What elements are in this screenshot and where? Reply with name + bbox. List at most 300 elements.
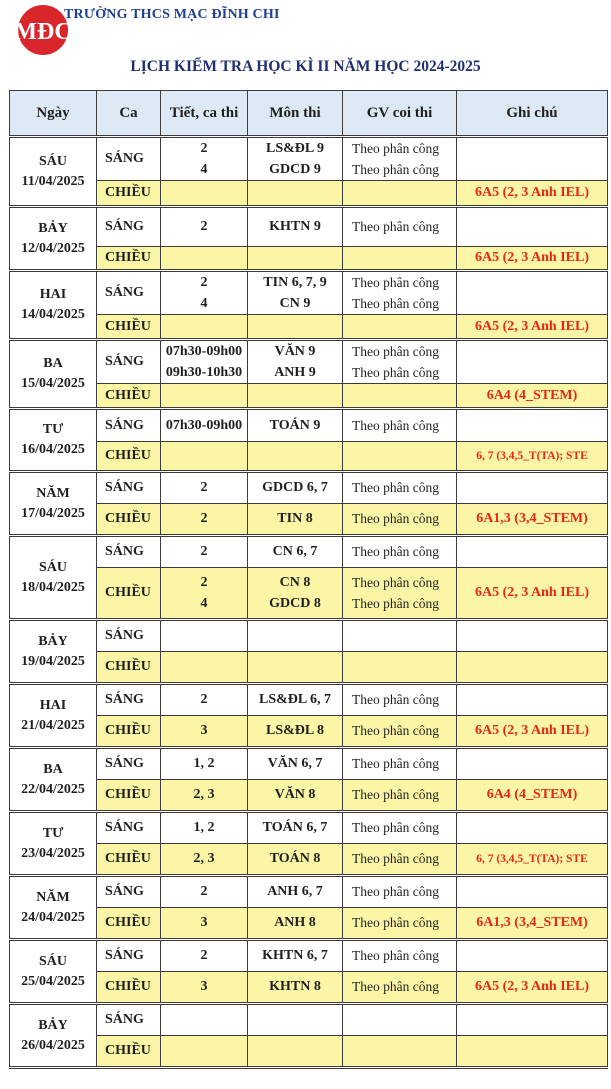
period-cell xyxy=(161,271,248,315)
session-label xyxy=(97,247,161,271)
session-label xyxy=(97,716,161,748)
proctor-cell xyxy=(343,1004,457,1036)
proctor-cell-line: Theo phân công xyxy=(352,692,439,707)
subject-cell-line: TIN 8 xyxy=(277,511,313,526)
day-weekday: SÁU xyxy=(38,559,67,575)
subject-cell xyxy=(248,716,343,748)
subject-cell-line: GDCD 6, 7 xyxy=(262,480,328,495)
period-cell xyxy=(161,340,248,384)
header-proctor: GV coi thi xyxy=(343,91,457,137)
proctor-cell-line: Theo phân công xyxy=(352,417,439,433)
note-cell xyxy=(457,247,608,271)
schedule-body xyxy=(10,137,608,1068)
note-cell xyxy=(457,271,608,315)
day-cell xyxy=(10,536,97,620)
note-cell-line: 6A5 (2, 3 Anh IEL) xyxy=(475,585,589,600)
subject-cell xyxy=(248,442,343,472)
period-cell xyxy=(161,504,248,536)
session-label xyxy=(97,844,161,876)
proctor-cell xyxy=(343,908,457,940)
session-label-line: SÁNG xyxy=(105,628,144,643)
subject-cell-line: KHTN 8 xyxy=(269,979,321,994)
session-label-line: SÁNG xyxy=(105,417,144,433)
session-label-line: CHIỀU xyxy=(105,979,151,994)
day-cell xyxy=(10,409,97,472)
proctor-cell xyxy=(343,940,457,972)
session-label xyxy=(97,748,161,780)
note-cell xyxy=(457,384,608,409)
session-label xyxy=(97,271,161,315)
proctor-cell-line: Theo phân công xyxy=(352,275,439,290)
proctor-cell-line: Theo phân công xyxy=(352,219,439,234)
period-cell-line: 4 xyxy=(200,162,208,177)
session-label xyxy=(97,315,161,340)
header-subject: Môn thi xyxy=(248,91,343,137)
day-cell xyxy=(10,876,97,940)
proctor-cell xyxy=(343,181,457,207)
subject-cell-line: LS&ĐL 6, 7 xyxy=(259,692,331,707)
day-cell xyxy=(10,271,97,340)
proctor-cell xyxy=(343,844,457,876)
proctor-cell xyxy=(343,536,457,568)
session-label xyxy=(97,207,161,247)
subject-cell xyxy=(248,315,343,340)
note-cell xyxy=(457,972,608,1004)
day-date: 25/04/2025 xyxy=(21,973,85,989)
proctor-cell xyxy=(343,1036,457,1068)
note-cell xyxy=(457,908,608,940)
session-label xyxy=(97,1036,161,1068)
proctor-cell xyxy=(343,472,457,504)
session-label-line: SÁNG xyxy=(105,544,144,559)
note-cell xyxy=(457,844,608,876)
subject-cell-line: GDCD 9 xyxy=(269,162,321,177)
day-weekday: NĂM xyxy=(36,889,70,905)
session-label-line: CHIỀU xyxy=(105,387,151,403)
proctor-cell xyxy=(343,247,457,271)
day-cell xyxy=(10,207,97,271)
note-cell xyxy=(457,504,608,536)
session-label-line: CHIỀU xyxy=(105,851,151,866)
note-cell xyxy=(457,940,608,972)
proctor-cell xyxy=(343,409,457,442)
period-cell xyxy=(161,1004,248,1036)
session-label xyxy=(97,340,161,384)
subject-cell-line: TIN 6, 7, 9 xyxy=(263,275,327,290)
subject-cell xyxy=(248,207,343,247)
note-cell xyxy=(457,340,608,384)
subject-cell-line: ANH 8 xyxy=(274,915,316,930)
proctor-cell-line: Theo phân công xyxy=(352,915,439,930)
exam-schedule-table xyxy=(9,90,608,1069)
period-cell xyxy=(161,1036,248,1068)
note-cell-line: 6, 7 (3,4,5_T(TA); STE xyxy=(476,450,588,462)
session-label xyxy=(97,940,161,972)
table-row xyxy=(10,908,608,940)
session-label-line: SÁNG xyxy=(105,354,144,369)
session-label-line: SÁNG xyxy=(105,820,144,835)
day-date: 15/04/2025 xyxy=(21,376,85,391)
subject-cell xyxy=(248,1036,343,1068)
day-weekday: TƯ xyxy=(42,825,64,841)
subject-cell xyxy=(248,137,343,181)
table-row xyxy=(10,780,608,812)
note-cell xyxy=(457,536,608,568)
session-label xyxy=(97,137,161,181)
period-cell xyxy=(161,684,248,716)
day-date: 21/04/2025 xyxy=(21,717,85,733)
table-row xyxy=(10,844,608,876)
table-row xyxy=(10,620,608,652)
session-label-line: CHIỀU xyxy=(105,787,151,802)
period-cell xyxy=(161,137,248,181)
table-row xyxy=(10,812,608,844)
note-cell xyxy=(457,1004,608,1036)
day-cell xyxy=(10,812,97,876)
proctor-cell xyxy=(343,271,457,315)
proctor-cell-line: Theo phân công xyxy=(352,948,439,963)
day-date: 26/04/2025 xyxy=(21,1037,85,1053)
note-cell xyxy=(457,181,608,207)
day-date: 19/04/2025 xyxy=(21,653,85,669)
session-label xyxy=(97,812,161,844)
day-date: 23/04/2025 xyxy=(21,845,85,861)
day-weekday: SÁU xyxy=(38,953,67,969)
period-cell-line: 3 xyxy=(200,915,208,930)
subject-cell-line: TOÁN 6, 7 xyxy=(262,820,328,835)
subject-cell-line: KHTN 9 xyxy=(269,219,321,234)
session-label xyxy=(97,780,161,812)
session-label xyxy=(97,876,161,908)
period-cell xyxy=(161,748,248,780)
session-label-line: CHIỀU xyxy=(105,915,151,930)
session-label-line: CHIỀU xyxy=(105,1043,151,1058)
period-cell-line: 2 xyxy=(200,544,208,559)
proctor-cell xyxy=(343,442,457,472)
day-cell xyxy=(10,684,97,748)
period-cell xyxy=(161,716,248,748)
period-cell xyxy=(161,908,248,940)
session-label-line: CHIỀU xyxy=(105,185,151,200)
table-row xyxy=(10,181,608,207)
table-row xyxy=(10,972,608,1004)
session-label xyxy=(97,442,161,472)
session-label xyxy=(97,972,161,1004)
period-cell-line: 07h30-09h00 xyxy=(165,344,243,359)
subject-cell xyxy=(248,568,343,620)
note-cell xyxy=(457,137,608,181)
note-cell-line: 6, 7 (3,4,5_T(TA); STE xyxy=(476,853,588,865)
note-cell xyxy=(457,472,608,504)
table-row xyxy=(10,536,608,568)
note-cell-line: 6A5 (2, 3 Anh IEL) xyxy=(475,250,589,265)
table-row xyxy=(10,684,608,716)
proctor-cell-line: Theo phân công xyxy=(352,575,439,590)
period-cell-line: 07h30-09h00 xyxy=(165,417,243,433)
proctor-cell xyxy=(343,748,457,780)
header-session: Ca xyxy=(97,91,161,137)
subject-cell xyxy=(248,684,343,716)
session-label xyxy=(97,620,161,652)
note-cell xyxy=(457,876,608,908)
proctor-cell xyxy=(343,716,457,748)
proctor-cell-line: Theo phân công xyxy=(352,820,439,835)
note-cell-line: 6A5 (2, 3 Anh IEL) xyxy=(475,979,589,994)
day-date: 14/04/2025 xyxy=(21,307,85,322)
session-label-line: SÁNG xyxy=(105,948,144,963)
day-cell xyxy=(10,748,97,812)
table-header-row xyxy=(10,91,608,137)
period-cell xyxy=(161,972,248,1004)
table-row xyxy=(10,442,608,472)
proctor-cell-line: Theo phân công xyxy=(352,544,439,559)
day-weekday: NĂM xyxy=(36,485,70,501)
note-cell xyxy=(457,748,608,780)
day-weekday: HAI xyxy=(39,697,67,713)
table-row xyxy=(10,340,608,384)
table-row xyxy=(10,207,608,247)
subject-cell xyxy=(248,247,343,271)
table-row xyxy=(10,652,608,684)
note-cell-line: 6A5 (2, 3 Anh IEL) xyxy=(475,185,589,200)
proctor-cell-line: Theo phân công xyxy=(352,596,439,611)
subject-cell xyxy=(248,504,343,536)
proctor-cell-line: Theo phân công xyxy=(352,162,439,177)
session-label xyxy=(97,1004,161,1036)
session-label xyxy=(97,536,161,568)
subject-cell xyxy=(248,940,343,972)
period-cell-line: 2 xyxy=(200,948,208,963)
session-label-line: CHIỀU xyxy=(105,585,151,600)
table-row xyxy=(10,940,608,972)
table-row xyxy=(10,247,608,271)
header-period: Tiết, ca thi xyxy=(161,91,248,137)
session-label-line: CHIỀU xyxy=(105,511,151,526)
session-label xyxy=(97,384,161,409)
session-label-line: SÁNG xyxy=(105,219,144,234)
session-label-line: SÁNG xyxy=(105,151,144,166)
proctor-cell xyxy=(343,620,457,652)
session-label-line: CHIỀU xyxy=(105,723,151,738)
session-label xyxy=(97,684,161,716)
proctor-cell xyxy=(343,780,457,812)
subject-cell-line: VĂN 6, 7 xyxy=(267,756,323,771)
day-date: 17/04/2025 xyxy=(21,505,85,521)
period-cell xyxy=(161,780,248,812)
period-cell-line: 2 xyxy=(200,141,208,156)
session-label xyxy=(97,568,161,620)
period-cell-line: 2, 3 xyxy=(193,851,215,866)
table-row xyxy=(10,1004,608,1036)
table-row xyxy=(10,504,608,536)
proctor-cell-line: Theo phân công xyxy=(352,851,439,866)
table-row xyxy=(10,472,608,504)
day-cell xyxy=(10,472,97,536)
session-label xyxy=(97,504,161,536)
period-cell-line: 4 xyxy=(200,596,208,611)
table-row xyxy=(10,876,608,908)
period-cell xyxy=(161,876,248,908)
session-label-line: SÁNG xyxy=(105,692,144,707)
period-cell xyxy=(161,812,248,844)
school-name: TRƯỜNG THCS MẠC ĐĨNH CHI xyxy=(64,7,280,22)
proctor-cell xyxy=(343,972,457,1004)
day-cell xyxy=(10,137,97,207)
subject-cell xyxy=(248,271,343,315)
day-cell xyxy=(10,620,97,684)
note-cell-line: 6A1,3 (3,4_STEM) xyxy=(476,915,588,930)
note-cell xyxy=(457,652,608,684)
note-cell xyxy=(457,315,608,340)
session-label-line: SÁNG xyxy=(105,285,144,300)
subject-cell xyxy=(248,812,343,844)
note-cell xyxy=(457,812,608,844)
table-row xyxy=(10,1036,608,1068)
subject-cell-line: TOÁN 8 xyxy=(269,851,321,866)
subject-cell-line: VĂN 8 xyxy=(274,787,316,802)
note-cell xyxy=(457,620,608,652)
session-label-line: SÁNG xyxy=(105,884,144,899)
subject-cell-line: CN 8 xyxy=(279,575,311,590)
period-cell-line: 2 xyxy=(200,575,208,590)
subject-cell-line: ANH 6, 7 xyxy=(267,884,323,899)
session-label-line: SÁNG xyxy=(105,480,144,495)
period-cell xyxy=(161,315,248,340)
period-cell xyxy=(161,844,248,876)
proctor-cell-line: Theo phân công xyxy=(352,511,439,526)
proctor-cell-line: Theo phân công xyxy=(352,480,439,495)
note-cell-line: 6A4 (4_STEM) xyxy=(486,387,578,403)
note-cell xyxy=(457,568,608,620)
period-cell-line: 2 xyxy=(200,692,208,707)
subject-cell-line: LS&ĐL 9 xyxy=(266,141,324,156)
note-cell xyxy=(457,684,608,716)
proctor-cell xyxy=(343,812,457,844)
subject-cell xyxy=(248,780,343,812)
note-cell xyxy=(457,207,608,247)
subject-cell-line: LS&ĐL 8 xyxy=(266,723,324,738)
proctor-cell xyxy=(343,315,457,340)
session-label-line: CHIỀU xyxy=(105,659,151,674)
table-row xyxy=(10,315,608,340)
subject-cell-line: GDCD 8 xyxy=(269,596,321,611)
period-cell xyxy=(161,472,248,504)
period-cell xyxy=(161,620,248,652)
day-date: 11/04/2025 xyxy=(21,173,85,189)
period-cell xyxy=(161,652,248,684)
note-cell-line: 6A4 (4_STEM) xyxy=(486,787,578,802)
subject-cell xyxy=(248,748,343,780)
day-date: 24/04/2025 xyxy=(21,909,85,925)
header-note: Ghi chú xyxy=(457,91,608,137)
proctor-cell xyxy=(343,684,457,716)
subject-cell xyxy=(248,472,343,504)
session-label-line: CHIỀU xyxy=(105,448,151,463)
period-cell xyxy=(161,940,248,972)
proctor-cell-line: Theo phân công xyxy=(352,723,439,738)
table-row xyxy=(10,748,608,780)
day-cell xyxy=(10,940,97,1004)
session-label-line: CHIỀU xyxy=(105,318,151,334)
period-cell-line: 1, 2 xyxy=(193,820,215,835)
page-title: LỊCH KIỂM TRA HỌC KÌ II NĂM HỌC 2024-2025 xyxy=(130,58,481,75)
day-date: 16/04/2025 xyxy=(21,442,85,457)
period-cell-line: 2 xyxy=(200,275,208,290)
day-weekday: TƯ xyxy=(42,422,64,437)
period-cell-line: 2 xyxy=(200,480,208,495)
proctor-cell-line: Theo phân công xyxy=(352,141,439,156)
proctor-cell xyxy=(343,504,457,536)
proctor-cell-line: Theo phân công xyxy=(352,296,439,311)
day-date: 18/04/2025 xyxy=(21,579,85,595)
period-cell xyxy=(161,207,248,247)
proctor-cell xyxy=(343,652,457,684)
subject-cell xyxy=(248,652,343,684)
proctor-cell-line: Theo phân công xyxy=(352,787,439,802)
day-weekday: BA xyxy=(43,356,63,371)
table-row xyxy=(10,716,608,748)
session-label xyxy=(97,472,161,504)
proctor-cell-line: Theo phân công xyxy=(352,979,439,994)
period-cell-line: 2, 3 xyxy=(193,787,215,802)
day-weekday: HAI xyxy=(39,287,67,302)
subject-cell-line: ANH 9 xyxy=(274,365,316,380)
proctor-cell-line: Theo phân công xyxy=(352,756,439,771)
subject-cell xyxy=(248,908,343,940)
subject-cell xyxy=(248,876,343,908)
period-cell-line: 1, 2 xyxy=(193,756,215,771)
note-cell-line: 6A1,3 (3,4_STEM) xyxy=(476,511,588,526)
note-cell xyxy=(457,1036,608,1068)
table-row xyxy=(10,409,608,442)
session-label-line: CHIỀU xyxy=(105,250,151,265)
day-date: 22/04/2025 xyxy=(21,781,85,797)
proctor-cell xyxy=(343,876,457,908)
day-cell xyxy=(10,340,97,409)
proctor-cell-line: Theo phân công xyxy=(352,365,439,380)
subject-cell-line: KHTN 6, 7 xyxy=(262,948,328,963)
period-cell xyxy=(161,568,248,620)
period-cell-line: 3 xyxy=(200,979,208,994)
header-day: Ngày xyxy=(10,91,97,137)
table-row xyxy=(10,568,608,620)
session-label-line: SÁNG xyxy=(105,1012,144,1027)
subject-cell xyxy=(248,620,343,652)
subject-cell-line: CN 6, 7 xyxy=(272,544,318,559)
proctor-cell-line: Theo phân công xyxy=(352,344,439,359)
proctor-cell xyxy=(343,384,457,409)
session-label xyxy=(97,409,161,442)
day-date: 12/04/2025 xyxy=(21,240,85,256)
period-cell-line: 2 xyxy=(200,511,208,526)
day-weekday: BẢY xyxy=(38,1017,68,1033)
note-cell xyxy=(457,442,608,472)
proctor-cell xyxy=(343,207,457,247)
subject-cell xyxy=(248,384,343,409)
day-weekday: BA xyxy=(43,761,63,777)
proctor-cell xyxy=(343,568,457,620)
period-cell-line: 3 xyxy=(200,723,208,738)
table-row xyxy=(10,137,608,181)
period-cell xyxy=(161,247,248,271)
note-cell xyxy=(457,780,608,812)
period-cell xyxy=(161,384,248,409)
period-cell xyxy=(161,181,248,207)
proctor-cell xyxy=(343,340,457,384)
subject-cell xyxy=(248,536,343,568)
subject-cell-line: VĂN 9 xyxy=(274,344,316,359)
day-weekday: BẢY xyxy=(38,633,68,649)
